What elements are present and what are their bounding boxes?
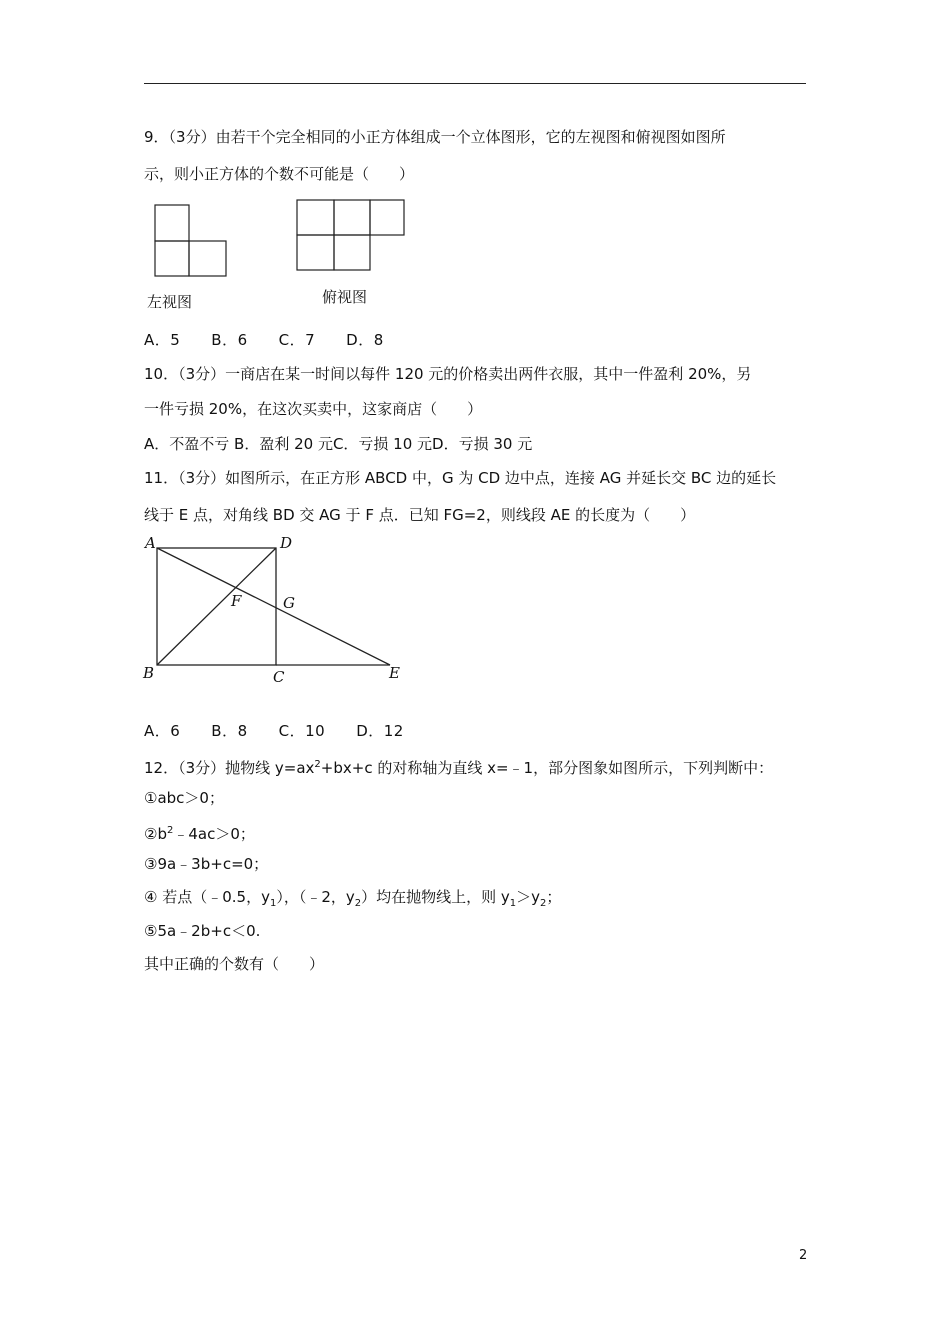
q12-statement-2: $②b^2﹣4ac>0$； <box>144 825 255 843</box>
left-view-figure <box>150 200 235 280</box>
point-label-b: B <box>143 664 155 682</box>
point-label-f: F <box>231 592 242 610</box>
top-view-cell <box>297 235 334 270</box>
q9-line1: 9．（3分）由若干个完全相同的小正方体组成一个立体图形，它的左视图和俯视图如图所 <box>144 128 726 146</box>
square-geometry-figure <box>140 532 410 688</box>
q9-options: A．5 B．6 C．7 D．8 <box>144 331 384 349</box>
point-label-c: C <box>273 668 285 686</box>
q12-answer-prompt: 其中正确的个数有（ ） <box>144 955 325 973</box>
q12-statement-5: ⑤5a﹣2b+c＜0. <box>144 922 261 940</box>
point-label-e: E <box>389 664 400 682</box>
q12-line1: 12．（3分）抛物线 $y=ax^2+bx+c$ 的对称轴为直线 x=﹣1，部分图象如图所示，下列判断中： <box>144 759 774 777</box>
q12-statement-3: ③9a﹣3b+c=0； <box>144 855 269 873</box>
top-view-cell <box>297 200 334 235</box>
left-view-bottom-left-cell <box>155 241 189 276</box>
q12-statement-1: ①abc＞0； <box>144 789 224 807</box>
point-label-g: G <box>283 594 295 612</box>
q11-line1: 11．（3分）如图所示，在正方形 ABCD 中，G 为 CD 边中点，连接 AG 并延长交 BC 边的延长 <box>144 469 777 487</box>
q12-statement-4: ④ 若点（﹣0.5，$y_1$），（﹣2，$y_2$）均在抛物线上，则 $y_1>y_2$； <box>144 888 562 909</box>
left-view-top-cell <box>155 205 189 241</box>
page-number: 2 <box>799 1248 808 1263</box>
top-view-cell <box>334 200 370 235</box>
header-rule <box>144 83 806 84</box>
diagonal-bd <box>157 548 276 665</box>
point-label-a: A <box>145 534 156 552</box>
q10-line1: 10．（3分）一商店在某一时间以每件 120 元的价格卖出两件衣服，其中一件盈利 20%，另 <box>144 365 752 383</box>
top-view-cell <box>334 235 370 270</box>
top-view-cell <box>370 200 404 235</box>
segment-ae <box>157 548 390 665</box>
q9-line2: 示，则小正方体的个数不可能是（ ） <box>144 165 415 183</box>
left-view-label: 左视图 <box>147 293 193 311</box>
top-view-label: 俯视图 <box>322 288 368 306</box>
top-view-figure <box>292 195 410 275</box>
q11-options: A．6 B．8 C．10 D．12 <box>144 722 404 740</box>
q10-line2: 一件亏损 20%，在这次买卖中，这家商店（ ） <box>144 400 483 418</box>
q11-line2: 线于 E 点，对角线 BD 交 AG 于 F 点．已知 FG=2，则线段 AE 的长度为（ ） <box>144 506 696 524</box>
point-label-d: D <box>280 534 293 552</box>
q10-options: A．不盈不亏 B．盈利 20 元C．亏损 10 元D．亏损 30 元 <box>144 435 533 453</box>
left-view-bottom-right-cell <box>189 241 226 276</box>
